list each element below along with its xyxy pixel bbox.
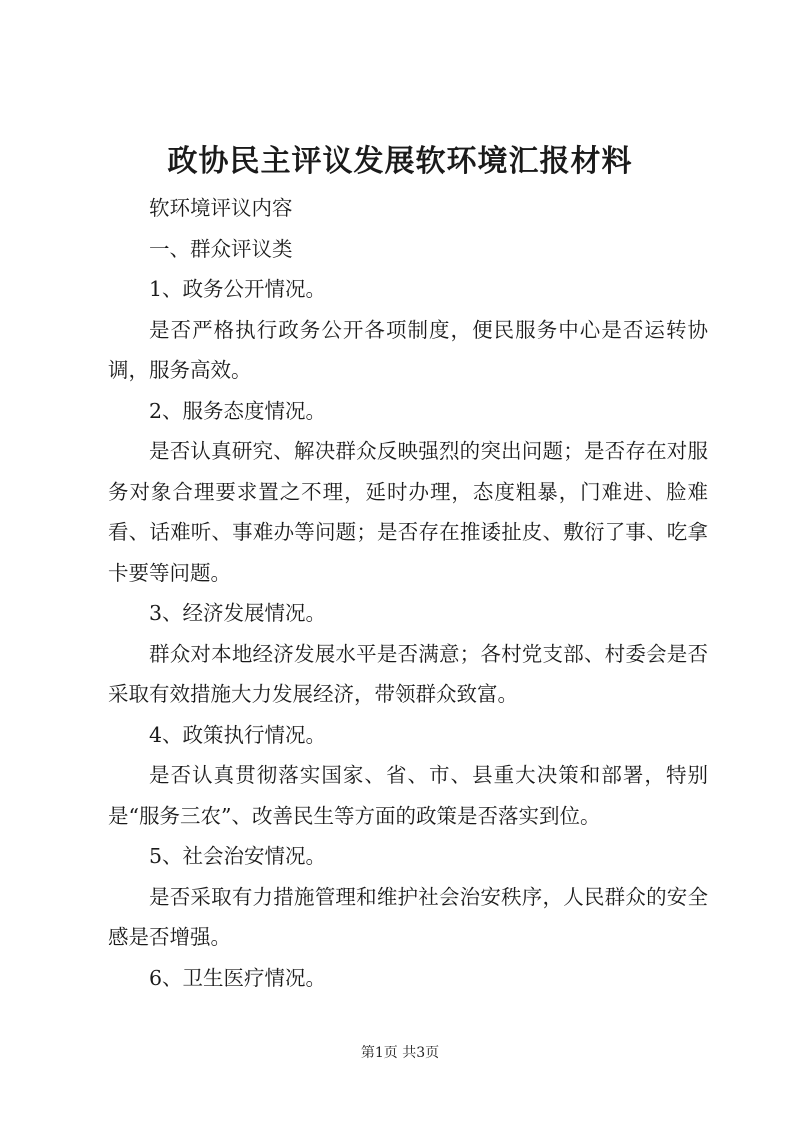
paragraph: 软环境评议内容: [149, 196, 293, 220]
paragraph: 5、社会治安情况。: [149, 844, 327, 868]
paragraph: 是否认真贯彻落实国家、省、市、县重大决策和部署，特别是“服务三农”、改善民生等方面的政策是否落实到位。: [108, 763, 708, 828]
paragraph: 2、服务态度情况。: [149, 398, 327, 423]
paragraph: 是否采取有力措施管理和维护社会治安秩序，人民群众的安全感是否增强。: [108, 884, 708, 949]
paragraph: 4、政策执行情况。: [149, 722, 327, 747]
paragraph: 是否严格执行政务公开各项制度，便民服务中心是否运转协调，服务高效。: [108, 317, 708, 382]
document-title: 政协民主评议发展软环境汇报材料: [167, 144, 633, 179]
document-body: [108, 188, 708, 998]
paragraph: 3、经济发展情况。: [149, 601, 327, 625]
paragraph: 是否认真研究、解决群众反映强烈的突出问题；是否存在对服务对象合理要求置之不理，延时办理，态度粗暴，门难进、脸难看、话难听、事难办等问题；是否存在推诿扯皮、敷衍了事、吃拿卡要等问题。: [108, 439, 708, 585]
page-footer: 第1页 共3页: [360, 1045, 440, 1061]
paragraph: 6、卫生医疗情况。: [149, 965, 327, 990]
paragraph: 群众对本地经济发展水平是否满意；各村党支部、村委会是否采取有效措施大力发展经济，带领群众致富。: [108, 641, 708, 706]
paragraph: 1、政务公开情况。: [149, 277, 327, 301]
paragraph: 一、群众评议类: [149, 236, 293, 261]
